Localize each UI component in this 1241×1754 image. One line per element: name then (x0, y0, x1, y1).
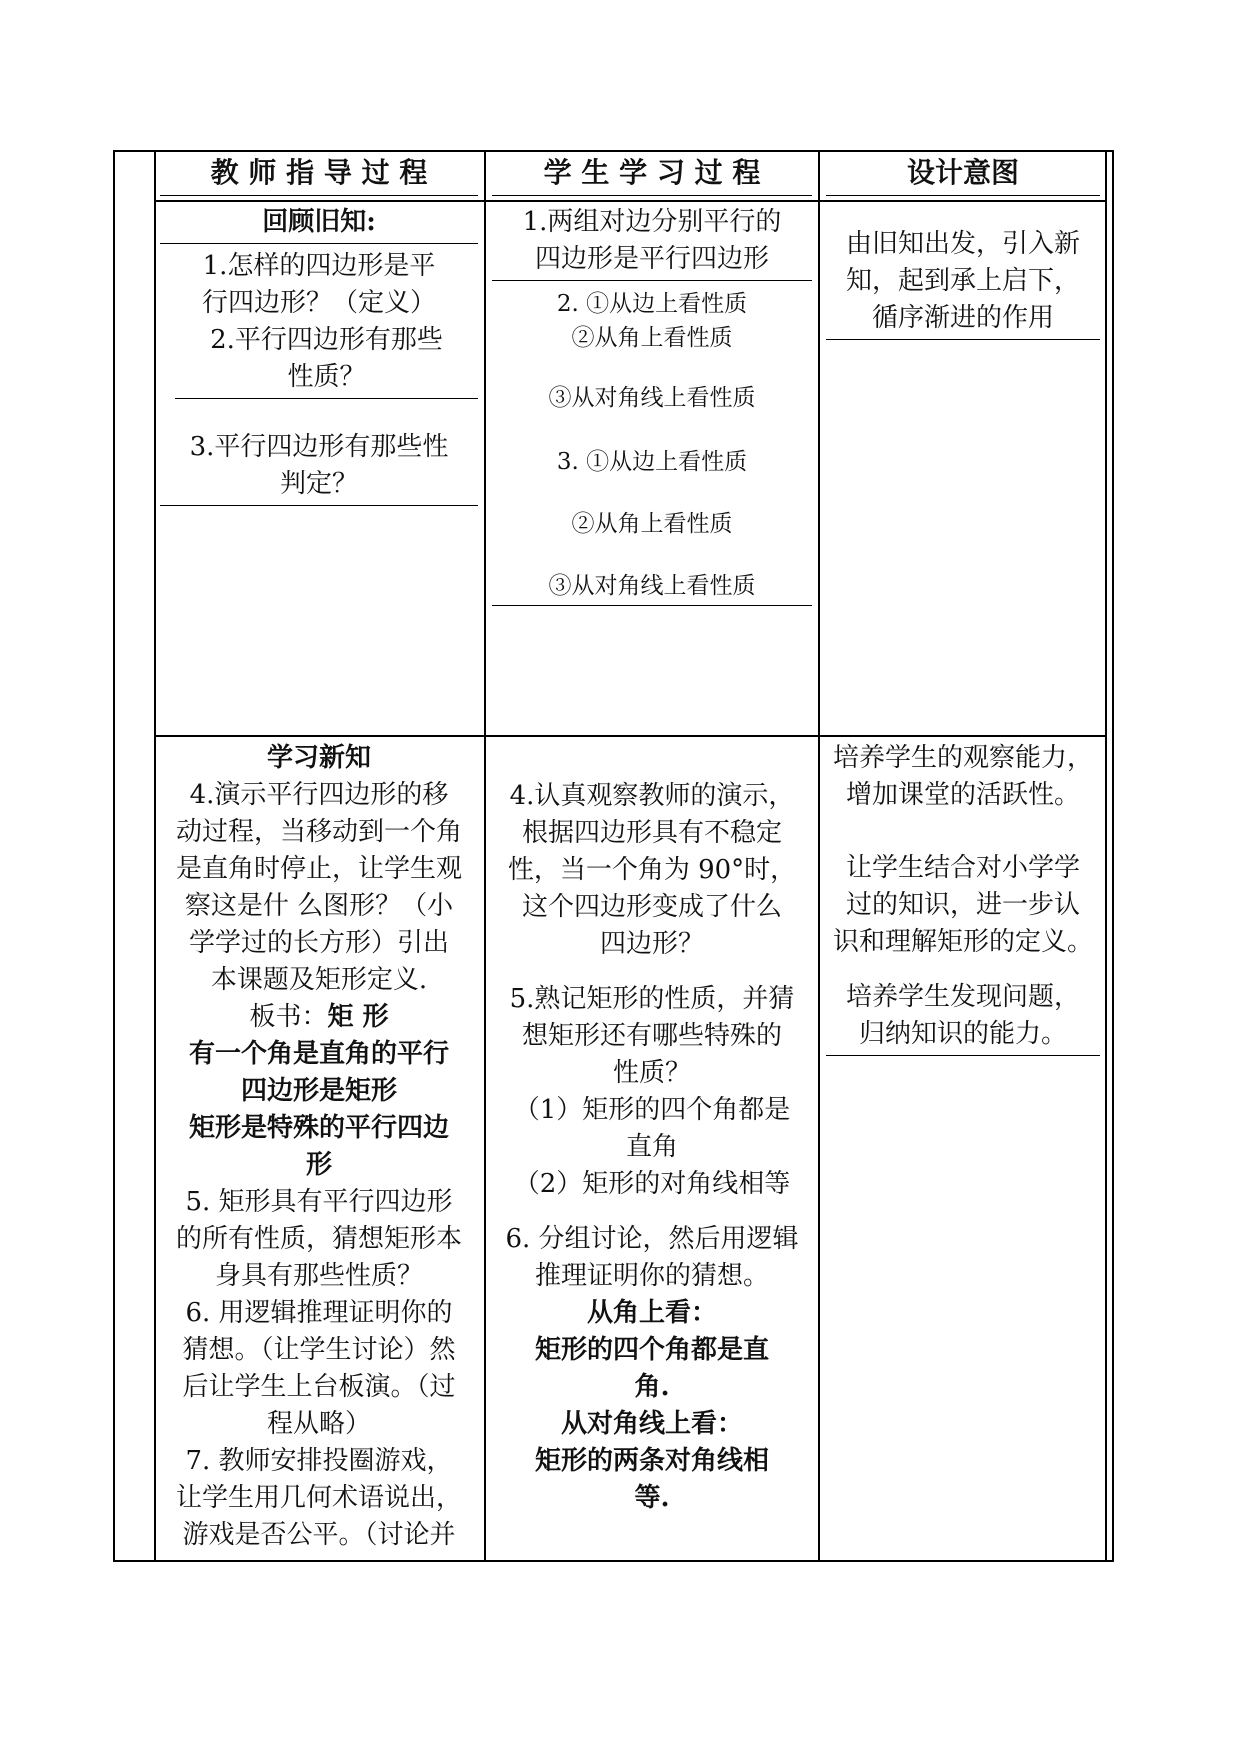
teacher-line: 本课题及矩形定义. (210, 965, 428, 995)
answer3-line3: ③从对角线上看性质 (548, 573, 756, 599)
teacher-line: 后让学生上台板演。（过 (182, 1372, 456, 1402)
intent1-line1: 由旧知出发，引入新 (845, 229, 1080, 259)
header-row-divider (154, 200, 1106, 202)
intent-line: 让学生结合对小学学 (845, 853, 1080, 883)
header-student-process: 学 生 学 习 过 程 (492, 151, 812, 196)
student-conclusion: 等. (634, 1483, 670, 1513)
answer1-line1: 1.两组对边分别平行的 (522, 207, 782, 237)
row1-intent-cell (826, 226, 1100, 340)
row2-intent-cell (826, 740, 1100, 1056)
row-divider (154, 735, 1106, 737)
student-conclusion: 矩形的四个角都是直 (534, 1335, 769, 1365)
board-writing (160, 999, 478, 1036)
student-line: 4.认真观察教师的演示， (509, 781, 795, 811)
teacher-line: 让学生用几何术语说出， (175, 1483, 462, 1513)
answer1-line2: 四边形是平行四边形 (534, 244, 769, 274)
intent-line: 归纳知识的能力。 (858, 1019, 1067, 1049)
student-line: 想矩形还有哪些特殊的 (521, 1021, 782, 1051)
board-title: 矩 形 (327, 1002, 389, 1032)
teacher-line: 察这是什 么图形？（小 (184, 891, 454, 921)
teacher-line: 游戏是否公平。（讨论并 (182, 1520, 456, 1550)
border-left-outer (113, 150, 115, 1562)
teacher-line: 4.演示平行四边形的移 (189, 780, 449, 810)
board-label: 板书： (249, 1002, 328, 1032)
row2-teacher-cell (160, 740, 478, 1554)
col-divider-1 (484, 150, 486, 1562)
intent-line: 增加课堂的活跃性。 (845, 780, 1080, 810)
border-left-inner (154, 150, 156, 1562)
row2-student-cell (492, 778, 812, 1517)
teacher-line: 5. 矩形具有平行四边形 (185, 1187, 453, 1217)
new-knowledge-title: 学习新知 (266, 743, 371, 773)
border-bottom (113, 1560, 1114, 1562)
student-line: 推理证明你的猜想。 (534, 1261, 769, 1291)
teacher-line: 是直角时停止，让学生观 (175, 854, 462, 884)
student-conclusion: 矩形的两条对角线相 (534, 1446, 769, 1476)
rectangle-definition: 形 (305, 1150, 332, 1180)
border-right-inner (1105, 150, 1107, 1562)
border-right-outer (1112, 150, 1114, 1562)
teacher-line: 身具有那些性质？ (214, 1261, 423, 1291)
teacher-line: 7. 教师安排投圈游戏， (185, 1446, 453, 1476)
student-line: 这个四边形变成了什么 (521, 892, 782, 922)
intent-line: 培养学生发现问题， (845, 982, 1080, 1012)
rectangle-definition: 四边形是矩形 (240, 1076, 397, 1106)
teacher-line: 的所有性质，猜想矩形本 (175, 1224, 462, 1254)
student-line: 性，当一个角为 90°时， (507, 855, 797, 885)
row1-student-cell (492, 204, 812, 606)
student-line: 根据四边形具有不稳定 (521, 818, 782, 848)
teacher-line: 程从略） (266, 1409, 371, 1439)
review-q1-line1: 1.怎样的四边形是平 (202, 251, 436, 281)
intent-line: 过的知识，进一步认 (845, 890, 1080, 920)
student-conclusion: 从角上看： (586, 1298, 717, 1328)
answer2-line2: ②从角上看性质 (571, 325, 733, 351)
student-line: 四边形？ (599, 929, 704, 959)
teacher-line: 学学过的长方形）引出 (188, 928, 449, 958)
review-title: 回顾旧知: (262, 207, 376, 237)
answer2-line3: ③从对角线上看性质 (548, 385, 756, 411)
rectangle-definition: 有一个角是直角的平行 (188, 1039, 449, 1069)
rectangle-definition: 矩形是特殊的平行四边 (188, 1113, 449, 1143)
student-line: （2）矩形的对角线相等 (513, 1169, 791, 1199)
intent1-line2: 知，起到承上启下， (845, 266, 1080, 296)
header-teacher-process: 教 师 指 导 过 程 (160, 151, 478, 196)
review-q2-line1: 2.平行四边形有那些 (210, 325, 443, 355)
intent-line: 培养学生的观察能力， (832, 743, 1093, 773)
intent-line: 识和理解矩形的定义。 (832, 927, 1093, 957)
review-q1-line2: 行四边形？（定义） (201, 288, 436, 318)
student-line: 5.熟记矩形的性质，并猜 (509, 984, 795, 1014)
student-line: （1）矩形的四个角都是 (513, 1095, 791, 1125)
student-conclusion: 角. (634, 1372, 670, 1402)
answer3-line1: 3. ①从边上看性质 (556, 449, 748, 475)
review-q2-line2: 性质？ (287, 362, 366, 392)
teacher-line: 动过程，当移动到一个角 (175, 817, 462, 847)
student-line: 6. 分组讨论，然后用逻辑 (505, 1224, 799, 1254)
row1-teacher-cell (160, 204, 478, 506)
review-q3-line2: 判定？ (279, 469, 358, 499)
student-line: 直角 (625, 1132, 678, 1162)
student-line: 性质？ (612, 1058, 691, 1088)
col-divider-2 (818, 150, 820, 1562)
answer3-line2: ②从角上看性质 (571, 511, 733, 537)
header-design-intent: 设计意图 (826, 151, 1100, 196)
teacher-line: 6. 用逻辑推理证明你的 (185, 1298, 453, 1328)
student-conclusion: 从对角线上看： (560, 1409, 743, 1439)
teacher-line: 猜想。（让学生讨论）然 (182, 1335, 456, 1365)
review-q3-line1: 3.平行四边形有那些性 (189, 432, 449, 462)
intent1-line3: 循序渐进的作用 (871, 303, 1054, 333)
answer2-line1: 2. ①从边上看性质 (556, 291, 748, 317)
